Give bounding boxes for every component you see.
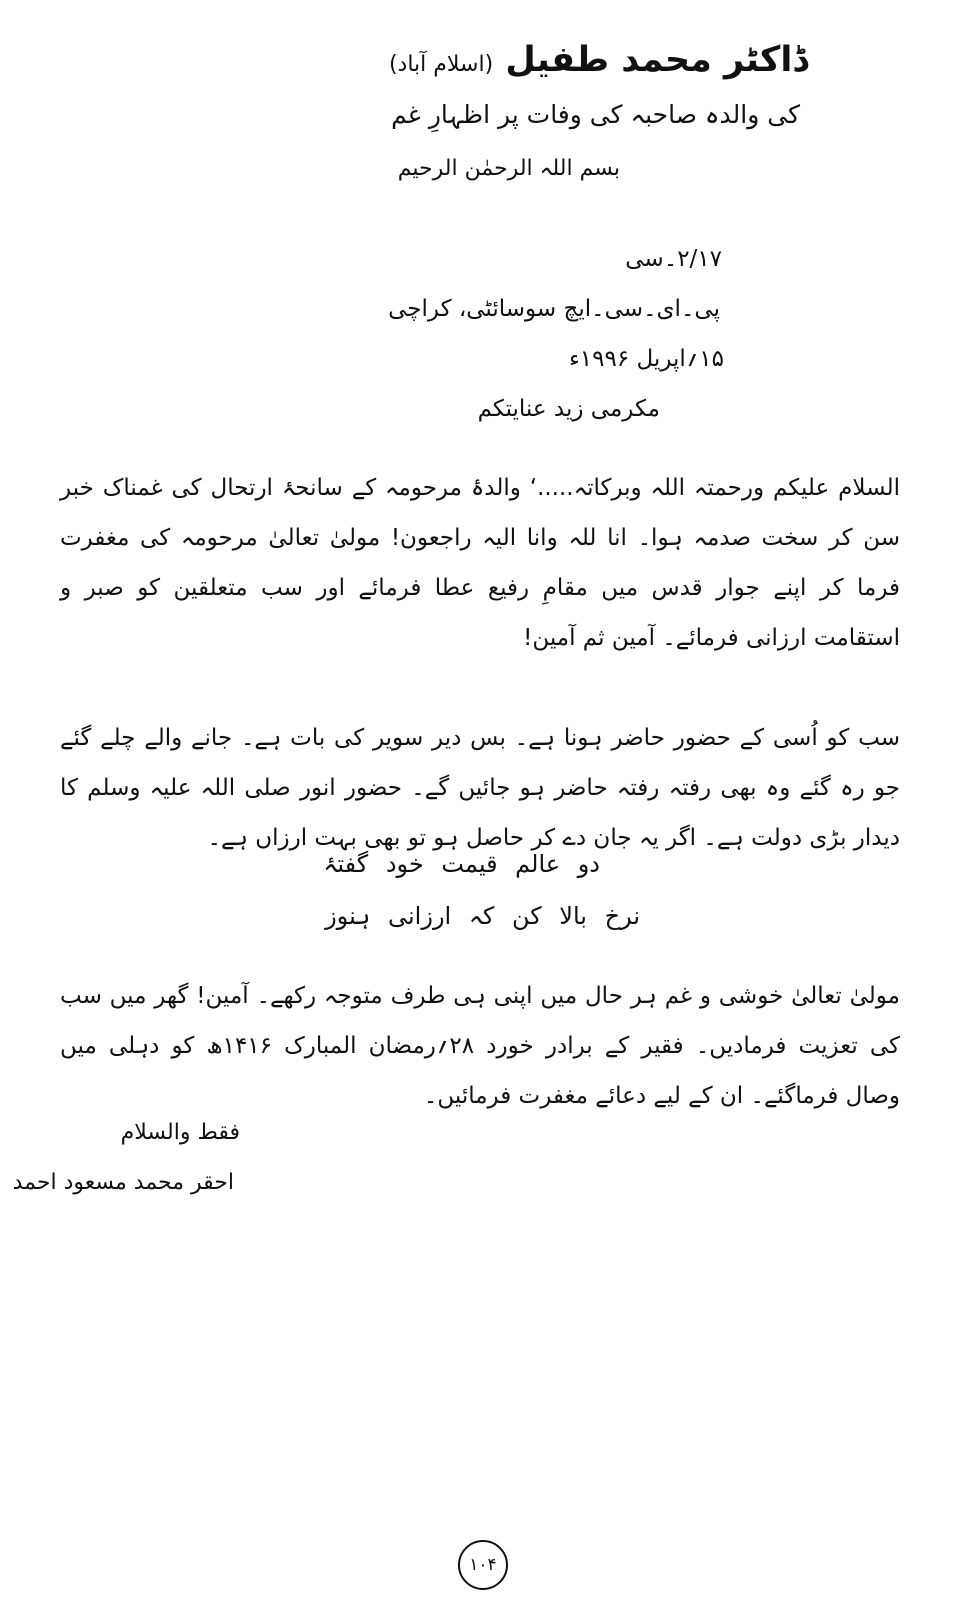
address-line-2: پی۔ای۔سی۔ایچ سوسائٹی، کراچی [388,296,720,322]
bismillah-line: بسم اللہ الرحمٰن الرحیم [397,156,620,181]
body-paragraph-2: سب کو اُسی کے حضور حاضر ہونا ہے۔ بس دیر سویر کی بات ہے۔ جانے والے چلے گئے جو رہ گئے وہ بھی رفتہ رفتہ حاضر ہو جائیں گے۔ حضور انور صلی اللہ علیہ وسلم کا دیدار بڑی دولت ہے۔ اگر یہ جان دے کر حاصل ہو تو بھی بہت ارزاں ہے۔ [60,725,900,851]
poem-line-2: نرخ بالا کن کہ ارزانی ہنوز [325,902,640,930]
signature: احقر محمد مسعود احمد [12,1170,234,1195]
letter-date: ۱۵؍اپریل ۱۹۹۶ء [568,346,724,372]
heading-name: ڈاکٹر محمد طفیل [505,40,808,80]
body-paragraph-1: السلام علیکم ورحمتہ اللہ وبرکاتہ.....‘ والدۂ مرحومہ کے سانحۂ ارتحال کی غمناک خبر سن کر سخت صدمہ ہوا۔ انا للہ وانا الیہ راجعون! مولیٰ تعالیٰ مرحومہ کی مغفرت فرما کر اپنے جوار قدس میں مقامِ رفیع عطا فرمائے اور سب متعلقین کو صبر و استقامت ارزانی فرمائے۔ آمین ثم آمین! [60,475,900,651]
page-number: ۱۰۴ [469,1555,497,1575]
heading-location: (اسلام آباد) [388,52,494,77]
letter-heading [389,40,808,80]
closing-greeting: فقط والسلام [120,1120,240,1145]
body-paragraph-3: مولیٰ تعالیٰ خوشی و غم ہر حال میں اپنی ہی طرف متوجہ رکھے۔ آمین! گھر میں سب کی تعزیت فرمادیں۔ فقیر کے برادر خورد ۲۸؍رمضان المبارک ۱۴۱۶ھ کو دہلی میں وصال فرماگئے۔ ان کے لیے دعائے مغفرت فرمائیں۔ [60,983,900,1109]
salutation: مکرمی زید عنایتکم [477,396,660,422]
page-number-badge [458,1540,508,1590]
letter-subtitle: کی والدہ صاحبہ کی وفات پر اظہارِ غم [391,100,800,129]
address-line-1: ۲/۱۷۔سی [625,246,722,272]
poem-line-1: دو عالم قیمت خود گفتۂ [323,850,600,878]
